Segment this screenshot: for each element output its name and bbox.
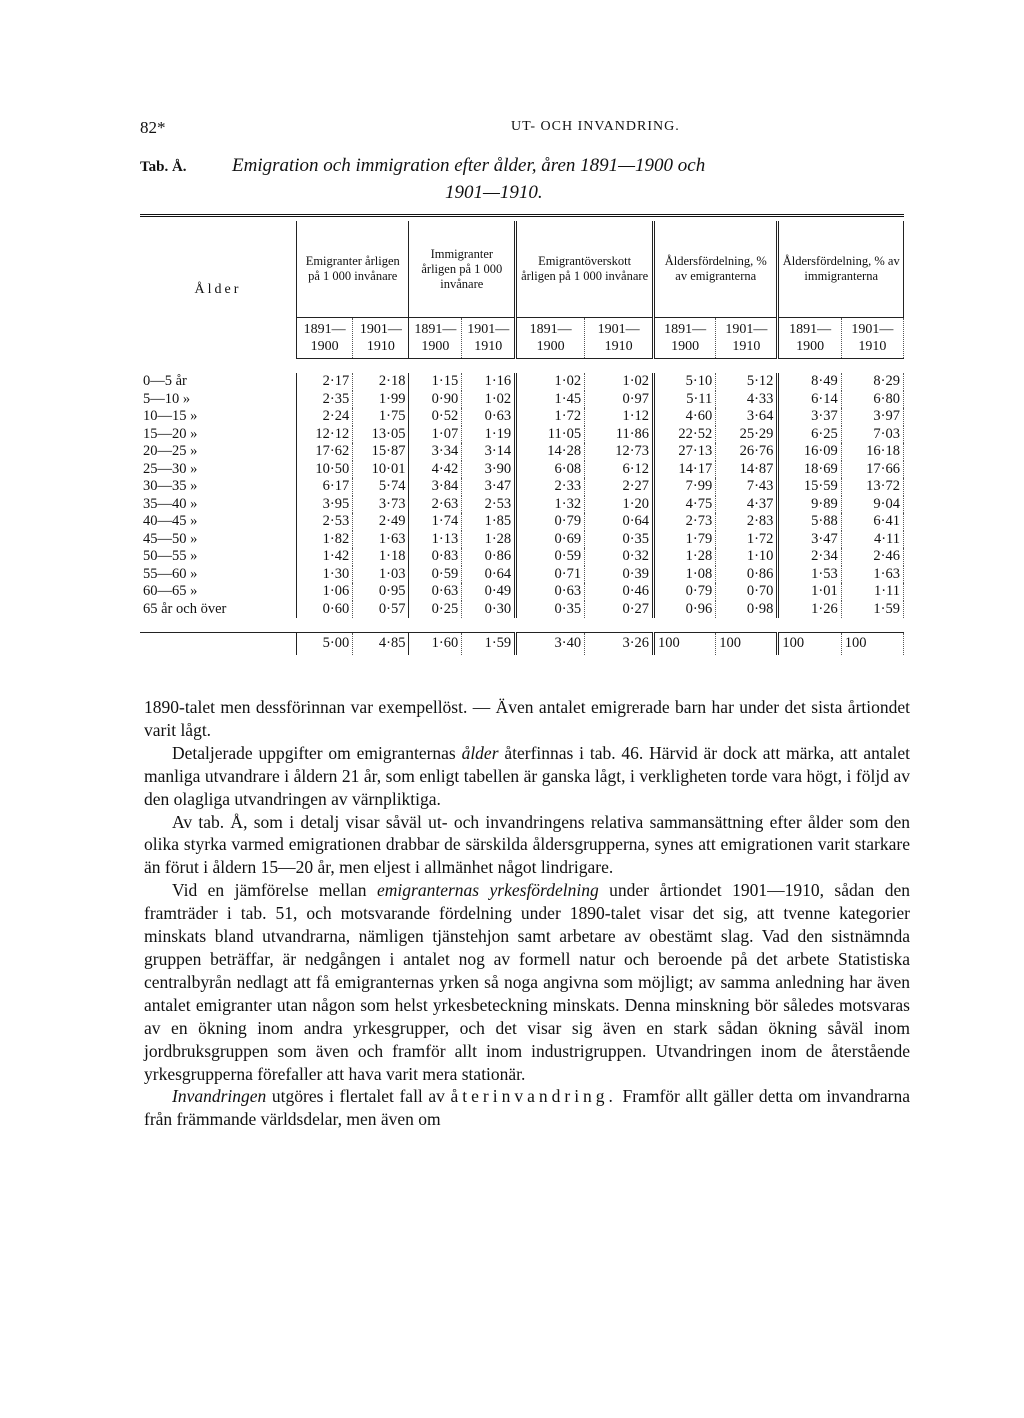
table-cell: 8·29 [841,373,903,391]
table-cell: 0·35 [516,601,585,619]
table-cell: 1·59 [841,601,903,619]
age-group-label: 65 år och över [140,601,297,619]
table-cell: 6·80 [841,391,903,409]
table-cell: 0·90 [409,391,462,409]
table-title-line2: 1901—1910. [445,182,543,203]
table-cell: 3·90 [462,461,516,479]
total-cell: 4·85 [353,633,409,656]
paragraph: 1890-talet men dessförinnan var exempellöst. — Även antalet emigrerade barn har under det sista årtiondet varit lågt. [144,697,910,740]
table-cell: 11·05 [516,426,585,444]
table-cell: 1·18 [353,548,409,566]
table-cell: 0·95 [353,583,409,601]
total-cell: 1·59 [462,633,516,656]
table-cell: 0·35 [585,531,654,549]
table-cell: 14·87 [716,461,778,479]
table-cell: 1·45 [516,391,585,409]
table-row [140,548,904,566]
table-cell: 6·17 [297,478,353,496]
totals-row [140,633,904,656]
table-cell: 1·11 [841,583,903,601]
table-cell: 0·64 [585,513,654,531]
table-cell: 0·27 [585,601,654,619]
total-cell: 100 [654,633,716,656]
age-group-label: 30—35 » [140,478,297,496]
age-group-label: 10—15 » [140,408,297,426]
table-cell: 0·49 [462,583,516,601]
table-cell: 15·87 [353,443,409,461]
table-cell: 6·14 [778,391,841,409]
table-cell: 22·52 [654,426,716,444]
period-header: 1901—1910 [353,318,409,359]
table-cell: 12·12 [297,426,353,444]
table-cell: 4·42 [409,461,462,479]
table-title-line1: Emigration och immigration efter ålder, åren 1891—1900 och [232,155,706,176]
table-row [140,496,904,514]
table-row [140,408,904,426]
table-cell: 3·14 [462,443,516,461]
age-group-label: 25—30 » [140,461,297,479]
paragraph: Vid en jämförelse mellan emigranternas yrkesfördelning under årtiondet 1901—1910, sådan den framträder i tab. 51, och motsvarande fördelning under 1890-talet visar det sig, att tvenne kategorier minskats bland utvandrarna, nämligen tjänstehjon samt arbetare av obestämt slag. Vad den sistnämnda gruppen beträffar, är nedgången i antalet nog av formell natur och beroende på det arbete Statistiska centralbyrån nedlagt att få emigranternas yrken så noga angivna som möjligt; av samma anledning har även antalet emigranter utan någon som helst yrkesbeteckning minskats. Denna minskning bör således motsvaras av en ökning inom andra yrkesgrupper, och det visar sig även en stark sådan ökning såväl inom jordbruksgruppen som även och framför allt inom industrigruppen. Utvandringen inom de återstående yrkesgrupperna förefaller att hava varit mera stationär. [144,880,910,1084]
table-cell: 2·35 [297,391,353,409]
table-cell: 7·99 [654,478,716,496]
table-cell: 10·50 [297,461,353,479]
total-cell: 100 [778,633,841,656]
table-cell: 7·43 [716,478,778,496]
table-cell: 1·10 [716,548,778,566]
table-cell: 0·25 [409,601,462,619]
group-header-immigrants: Immigranter årligen på 1 000 invånare [409,221,516,318]
table-cell: 1·85 [462,513,516,531]
period-header: 1901—1910 [841,318,903,359]
table-cell: 26·76 [716,443,778,461]
table-cell: 3·64 [716,408,778,426]
period-header: 1891—1900 [297,318,353,359]
table-cell: 0·86 [462,548,516,566]
table-body [140,359,904,656]
table-cell: 0·63 [516,583,585,601]
table-row [140,513,904,531]
table-cell: 0·60 [297,601,353,619]
group-header-emigrants: Emigranter årligen på 1 000 invånare [297,221,409,318]
table-cell: 1·16 [462,373,516,391]
table-cell: 1·03 [353,566,409,584]
table-cell: 12·73 [585,443,654,461]
table-cell: 2·27 [585,478,654,496]
table-cell: 5·74 [353,478,409,496]
table-row [140,601,904,619]
table-cell: 1·20 [585,496,654,514]
page-header [140,118,900,140]
table-cell: 3·47 [462,478,516,496]
table-cell: 1·07 [409,426,462,444]
age-group-label: 40—45 » [140,513,297,531]
body-text [144,696,910,1131]
group-header-age-distribution-emigrants: Åldersfördelning, % av emigranterna [654,221,778,318]
table-cell: 2·46 [841,548,903,566]
table-cell: 0·83 [409,548,462,566]
table-cell: 15·59 [778,478,841,496]
table-cell: 2·33 [516,478,585,496]
table-cell: 3·97 [841,408,903,426]
period-header: 1901—1910 [716,318,778,359]
table-cell: 0·46 [585,583,654,601]
table-cell: 0·96 [654,601,716,619]
column-header-age: Ålder [140,221,297,359]
table-cell: 17·62 [297,443,353,461]
table-cell: 4·33 [716,391,778,409]
table-cell: 0·52 [409,408,462,426]
table-cell: 1·32 [516,496,585,514]
table-cell: 1·75 [353,408,409,426]
table-cell: 2·18 [353,373,409,391]
table-row [140,461,904,479]
table-cell: 1·12 [585,408,654,426]
table-cell: 0·59 [409,566,462,584]
total-cell: 3·26 [585,633,654,656]
table-cell: 1·72 [516,408,585,426]
table-label: Tab. Å. [140,159,187,175]
total-cell: 3·40 [516,633,585,656]
table-row [140,391,904,409]
total-cell: 1·60 [409,633,462,656]
table-cell: 17·66 [841,461,903,479]
table-cell: 6·08 [516,461,585,479]
age-group-label: 45—50 » [140,531,297,549]
table-cell: 1·99 [353,391,409,409]
table-cell: 13·05 [353,426,409,444]
age-group-label: 15—20 » [140,426,297,444]
table-cell: 6·41 [841,513,903,531]
group-header-age-distribution-immigrants: Åldersfördelning, % av immigranterna [778,221,904,318]
table-cell: 11·86 [585,426,654,444]
table-cell: 0·63 [409,583,462,601]
table-cell: 0·30 [462,601,516,619]
table-cell: 8·49 [778,373,841,391]
group-header-emigration-surplus: Emigrantöverskott årligen på 1 000 invånare [516,221,654,318]
table-cell: 1·53 [778,566,841,584]
paragraph: Detaljerade uppgifter om emigranternas ålder återfinnas i tab. 46. Härvid är dock att märka, att antalet manliga utvandrare i åldern 21 år, som enligt tabellen är ganska lågt, i verkligheten torde vara högt, i följd av den olagliga utvandringen av värnpliktiga. [144,742,910,809]
table-cell: 1·74 [409,513,462,531]
age-group-label: 55—60 » [140,566,297,584]
table-cell: 1·02 [585,373,654,391]
table-cell: 1·28 [462,531,516,549]
age-group-label: 60—65 » [140,583,297,601]
table-row [140,583,904,601]
table-cell: 1·02 [462,391,516,409]
table-cell: 2·63 [409,496,462,514]
table-cell: 5·12 [716,373,778,391]
table-cell: 2·53 [297,513,353,531]
table-cell: 1·28 [654,548,716,566]
paragraph: Av tab. Å, som i detalj visar såväl ut- och invandringens relativa sammansättning efter ålder som den olika styrka varmed emigrationen drabbar de särskilda åldersgrupperna, synes att emigrationen varit starkare än förut i åldern 15—20 år, men eljest i allmänhet något lindrigare. [144,811,910,878]
page-number: 82* [140,118,166,137]
table-cell: 0·39 [585,566,654,584]
table-row [140,531,904,549]
total-cell: 100 [716,633,778,656]
table-cell: 2·83 [716,513,778,531]
statistics-table [140,214,904,655]
table-cell: 4·75 [654,496,716,514]
table-cell: 4·60 [654,408,716,426]
table-cell: 0·71 [516,566,585,584]
table-row [140,566,904,584]
table-cell: 2·53 [462,496,516,514]
table-cell: 1·42 [297,548,353,566]
table-cell: 9·89 [778,496,841,514]
table-cell: 2·73 [654,513,716,531]
table-cell: 1·72 [716,531,778,549]
period-header: 1891—1900 [778,318,841,359]
table-cell: 2·34 [778,548,841,566]
age-group-label: 0—5 år [140,373,297,391]
table-cell: 18·69 [778,461,841,479]
period-header: 1891—1900 [516,318,585,359]
age-group-label: 20—25 » [140,443,297,461]
total-cell: 100 [841,633,903,656]
table-cell: 3·34 [409,443,462,461]
table-cell: 1·01 [778,583,841,601]
table-cell: 1·06 [297,583,353,601]
table-cell: 27·13 [654,443,716,461]
age-group-label: 5—10 » [140,391,297,409]
period-header: 1891—1900 [409,318,462,359]
table-cell: 1·02 [516,373,585,391]
table-cell: 0·57 [353,601,409,619]
table-cell: 7·03 [841,426,903,444]
table-cell: 2·24 [297,408,353,426]
table-cell: 1·19 [462,426,516,444]
total-cell: 5·00 [297,633,353,656]
period-header: 1901—1910 [585,318,654,359]
running-head: UT- OCH INVANDRING. [511,119,680,134]
table-cell: 3·84 [409,478,462,496]
table-cell: 3·47 [778,531,841,549]
table-cell: 1·08 [654,566,716,584]
table-row [140,443,904,461]
table-cell: 4·11 [841,531,903,549]
table-cell: 1·63 [841,566,903,584]
table-cell: 5·10 [654,373,716,391]
table-cell: 0·69 [516,531,585,549]
table-cell: 0·59 [516,548,585,566]
table-row [140,478,904,496]
table-cell: 0·98 [716,601,778,619]
period-header: 1891—1900 [654,318,716,359]
table-cell: 2·17 [297,373,353,391]
table-cell: 16·09 [778,443,841,461]
table-cell: 14·28 [516,443,585,461]
table-cell: 0·70 [716,583,778,601]
table-row [140,426,904,444]
table-cell: 0·64 [462,566,516,584]
table-cell: 1·26 [778,601,841,619]
table-cell: 1·63 [353,531,409,549]
table-cell: 6·12 [585,461,654,479]
age-group-label: 35—40 » [140,496,297,514]
table-cell: 25·29 [716,426,778,444]
period-header: 1901—1910 [462,318,516,359]
table-cell: 16·18 [841,443,903,461]
table-cell: 0·32 [585,548,654,566]
table-cell: 1·82 [297,531,353,549]
table-cell: 9·04 [841,496,903,514]
table-cell: 0·79 [654,583,716,601]
table-cell: 0·97 [585,391,654,409]
table-cell: 5·88 [778,513,841,531]
table-cell: 3·37 [778,408,841,426]
table-row [140,373,904,391]
table-cell: 2·49 [353,513,409,531]
table-cell: 0·86 [716,566,778,584]
table-cell: 14·17 [654,461,716,479]
table-cell: 10·01 [353,461,409,479]
table-cell: 1·13 [409,531,462,549]
age-group-label: 50—55 » [140,548,297,566]
table-cell: 3·95 [297,496,353,514]
table-cell: 6·25 [778,426,841,444]
table-cell: 5·11 [654,391,716,409]
table-cell: 1·30 [297,566,353,584]
table-cell: 13·72 [841,478,903,496]
table-cell: 1·15 [409,373,462,391]
table-cell: 4·37 [716,496,778,514]
paragraph: Invandringen utgöres i flertalet fall av återinvandring. Framför allt gäller detta om invandrarna från främmande världsdelar, men även om [144,1086,910,1130]
table-cell: 0·63 [462,408,516,426]
table-cell: 1·79 [654,531,716,549]
table-cell: 0·79 [516,513,585,531]
table-cell: 3·73 [353,496,409,514]
